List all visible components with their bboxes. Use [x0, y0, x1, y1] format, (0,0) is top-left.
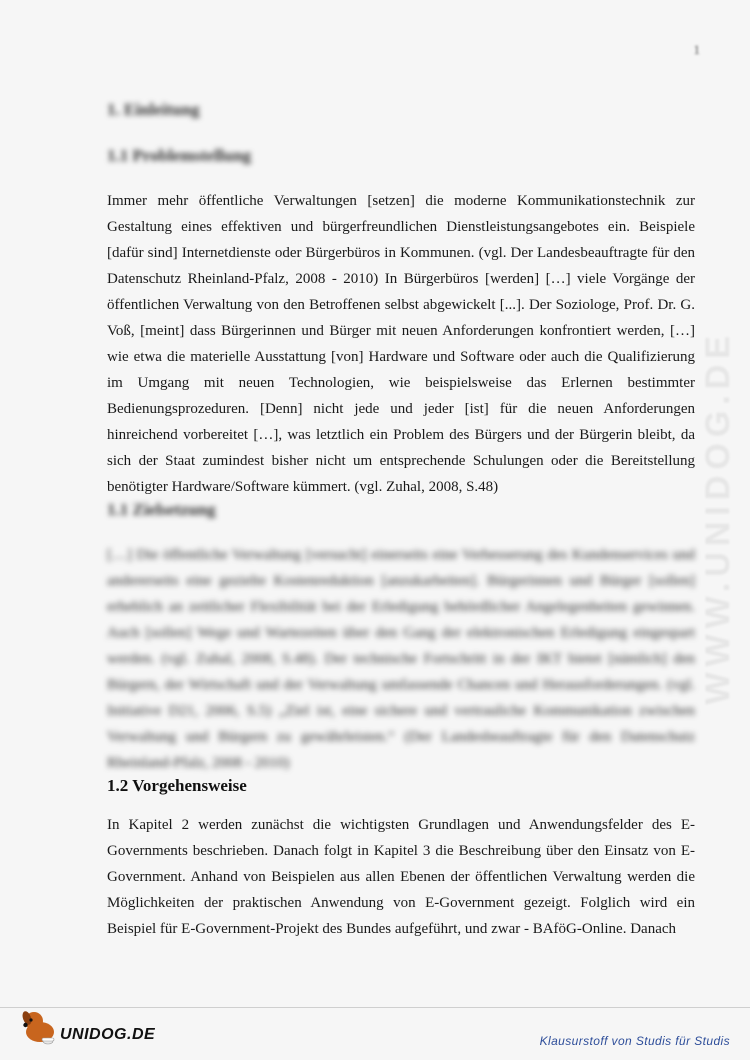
logo-text: UNIDOG.DE — [60, 1026, 156, 1043]
page-footer — [0, 1007, 750, 1060]
problem-paragraph — [107, 188, 695, 500]
chapter-heading: 1. Einleitung — [107, 100, 200, 119]
approach-heading: 1.2 Vorgehensweise — [107, 776, 247, 795]
dog-icon — [18, 1006, 64, 1046]
footer-tagline: Klausurstoff von Studis für Studis — [539, 1034, 730, 1048]
unidog-logo[interactable] — [18, 1006, 155, 1046]
watermark: WWW.UNIDOG.DE — [699, 330, 737, 705]
page-number: 1 — [693, 42, 700, 57]
document-content — [107, 100, 695, 942]
goal-paragraph: […] Die öffentliche Verwaltung [versucht] einerseits eine Verbesserung des Kundenservices und andererseits eine gezielte Kostenreduktion [anzukarbeiten]. Bürgerinnen und Bürger [sollen] erheblich an zeitlicher Flexibilität bei der Erledigung behördlicher Angelegenheiten gewinnen. Auch [sollen] Wege und Wartezeiten über den Gang der elektronischen Erledigung eingespart werden. (vgl. Zuhal, 2008, S.48). Der technische Fortschritt in der IKT bietet [nämlich] den Bürgern, der Wirtschaft und der Verwaltung umfassende Chancen und Herausforderungen. (vgl. Initiative D21, 2006, S.5) „Ziel ist, eine sichere und vertrauliche Kommunikation zwischen Verwaltung und Bürgern zu gewährleisten.“ (Der Landesbeauftragte für den Datenschutz Rheinland-Pfalz, 2008 - 2010) — [107, 547, 695, 771]
problem-text: Immer mehr öffentliche Verwaltungen [setzen] die moderne Kommunikationstechnik zur Gestaltung eines effektiven und bürgerfreundlichen Dienstleistungsangebotes ein. Beispiele [dafür sind] Internetdienste oder Bürgerbüros in Kommunen. (vgl. Der Landesbeauftragte für den Datenschutz Rheinland-Pfalz, 2008 - 2010) In Bürgerbüros [werden] […] viele Vorgänge der öffentlichen Verwaltung von den Betroffenen selbst abgewickelt [...]. Der Soziologe, Prof. Dr. G. Voß, [meint] dass Bürgerinnen und Bürger mit neuen Anforderungen konfrontiert werden, […] wie etwa die materielle Ausstattung [von] Hardware und Software oder auch die Qualifizierung im Umgang mit neuen Technologien, wie beispielsweise das Erlernen bestimmter Bedienungsprozeduren. [Denn] nicht jede und jeder [ist] für die neuen Anforderungen hinreichend vorbereitet […], was letztlich ein Problem des Bürgers und der Bürgerin bleibt, da sich der Staat zumindest bisher nicht um entsprechende Schulungen oder die Bereitstellung benötigter Hardware/Software kümmert. (vgl. Zuhal, 2008, S.48) — [107, 193, 695, 495]
goal-heading: 1.1 Zielsetzung — [107, 500, 216, 519]
problem-heading: 1.1 Problemstellung — [107, 146, 252, 165]
approach-paragraph: In Kapitel 2 werden zunächst die wichtigsten Grundlagen und Anwendungsfelder des E-Governments beschrieben. Danach folgt in Kapitel 3 die Beschreibung über den Einsatz von E-Government. Anhand von Beispielen aus allen Ebenen der öffentlichen Verwaltung werden die Möglichkeiten der praktischen Anwendung von E-Government gezeigt. Folglich wird ein Beispiel für E-Government-Projekt des Bundes aufgeführt, und zwar - BAföG-Online. Danach — [107, 817, 695, 937]
